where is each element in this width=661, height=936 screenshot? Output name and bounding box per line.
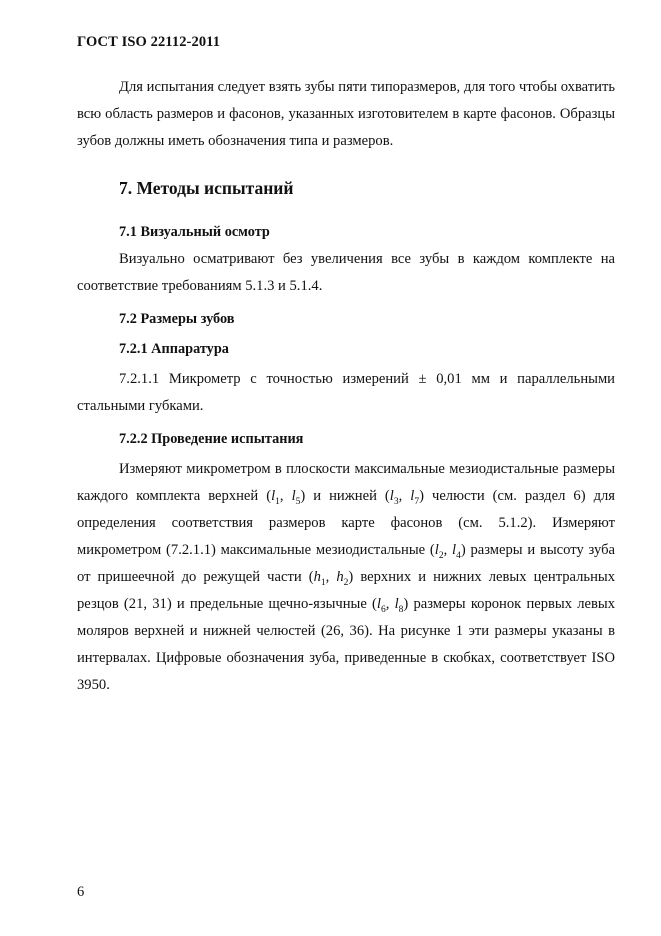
section-7-1-title: 7.1 Визуальный осмотр bbox=[119, 224, 270, 240]
page-number: 6 bbox=[77, 884, 85, 900]
section-7-2-2-title: 7.2.2 Проведение испытания bbox=[119, 431, 304, 447]
standard-header: ГОСТ ISO 22112-2011 bbox=[77, 34, 221, 50]
section-7-title: 7. Методы испытаний bbox=[119, 178, 294, 198]
section-7-1-text: Визуально осматривают без увеличения все зубы в каждом комплекте на соответствие требованиям 5.1.3 и 5.1.4. bbox=[77, 251, 615, 294]
section-7-2-1-title: 7.2.1 Аппаратура bbox=[119, 341, 229, 357]
section-7-2-title: 7.2 Размеры зубов bbox=[119, 311, 235, 327]
intro-paragraph: Для испытания следует взять зубы пяти типоразмеров, для того чтобы охватить всю область размеров и фасонов, указанных изготовителем в карте фасонов. Образцы зубов должны иметь обозначения типа и размеров. bbox=[77, 79, 615, 149]
section-7-2-2-text: Измеряют микрометром в плоскости максимальные мезиодистальные размеры каждого комплекта верхней ($l_1$, $l_5$) и нижней ($l_3$, $l_7$) челюсти (см. раздел 6) для определения соответствия размеров карте фасонов (см. 5.1.2). Измеряют микрометром (7.2.1.1) максимальные мезиодистальные ($l_2$, $l_4$) размеры и высоту зуба от пришеечной до режущей части ($h_1$, $h_2$) верхних и нижних левых центральных резцов (21, 31) и предельные щечно-язычные ($l_6$, $l_8$) размеры коронок первых левых моляров верхней и нижней челюстей (26, 36). На рисунке 1 эти размеры указаны в интервалах. Цифровые обозначения зуба, приведенные в скобках, соответствует ISO 3950. bbox=[77, 461, 616, 693]
section-7-2-1-text: 7.2.1.1 Микрометр с точностью измерений ± 0,01 мм и параллельными стальными губками. bbox=[77, 371, 615, 414]
page-body bbox=[77, 74, 615, 699]
